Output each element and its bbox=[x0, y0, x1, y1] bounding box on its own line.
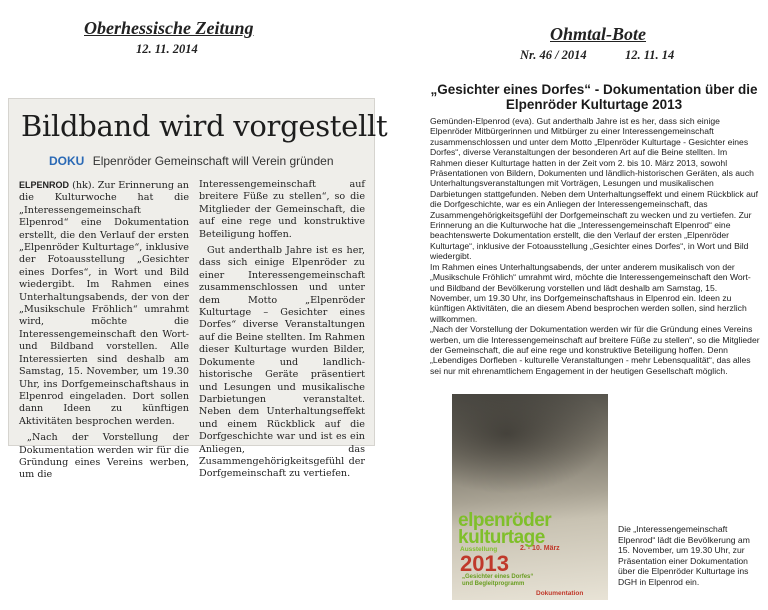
right-article-headline: „Gesichter eines Dorfes“ - Dokumentation über die Elpenröder Kulturtage 2013 bbox=[430, 82, 758, 112]
left-article-dateline: ELPENROD bbox=[19, 180, 70, 190]
right-article-paragraph: Gemünden-Elpenrod (eva). Gut anderthalb Jahre ist es her, dass sich einige Elpenröder Mitbürgerinnen und Mitbürger zu einer Interessengemeinschaft zusammenschlossen und unter dem Motto „Elpenröder Kulturtage - Gesichter eines Dorfes“, diverse Veranstaltungen der besonderen Art auf die Beine stellten. Im Rahmen dieser Kulturtage hatten in der Zeit vom 2. bis 10. März 2013, sowohl Präsentationen von Bildern, Dokumenten und ländlich-historischen Geräten, als auch Unterhaltungsveranstaltungen mit Vorträgen, Lesungen und musikalischen Darbietungen stattgefunden. Neben dem Unterhaltungseffekt und einem Rückblick auf die Dorfgeschichte, war es ein Anliegen der Interessengemeinschaft, das Zusammengehörigkeitsgefühl der Dorfgemeinschaft zu wecken und zu vertiefen. Zur Erinnerung an die Kulturwoche hat die „Interessengemeinschaft Elpenrod“ eine beachtenswerte Dokumentation erstellt, die den Verlauf der ersten „Elpenröder Kulturtage“, inklusive der Fotoausstellung „Gesichter eines Dorfes“, in Wort und Bild wiedergibt. bbox=[430, 116, 759, 262]
newspaper-title-oberhessische: Oberhessische Zeitung bbox=[84, 18, 254, 38]
right-article-paragraph: Im Rahmen eines Unterhaltungsabends, der unter anderem musikalisch von der „Musikschule Fröhlich“ umrahmt wird, möchte die Interessengemeinschaft den Wort- und Bildband der Bevölkerung vorstellen und lädt deshalb am Samstag, 15. November, um 19.30 Uhr, ins Dorfgemeinschaftshaus in Elpenrod ein. Ideen zu künftigen Aktivitäten, die an diesem Abend besprochen werden sollen, sind herzlich willkommen. bbox=[430, 261, 751, 324]
poster-dates: 2. - 10. März bbox=[520, 545, 560, 552]
left-article-paragraph bbox=[19, 179, 189, 428]
newspaper-date-oberhessische: 12. 11. 2014 bbox=[136, 42, 198, 56]
left-article-column-2 bbox=[199, 179, 365, 480]
poster-motto: „Gesichter eines Dorfes“ bbox=[462, 574, 534, 580]
left-article-headline: Bildband wird vorgestellt bbox=[21, 109, 388, 143]
poster-year: 2013 bbox=[460, 551, 509, 576]
newspaper-date-ohmtal: 12. 11. 14 bbox=[625, 48, 675, 62]
poster-caption: Die „Interessengemeinschaft Elpenrod“ lädt die Bevölkerung am 15. November, um 19.30 Uhr, zur Präsentation einer Dokumentation über die Elpenröder Kulturtage ins DGH in Elpenrod ein. bbox=[618, 524, 750, 587]
poster-programme: und Begleitprogramm bbox=[462, 581, 525, 587]
newspaper-title-ohmtal: Ohmtal-Bote bbox=[550, 24, 647, 44]
poster-title-line-1: elpenröder bbox=[458, 510, 552, 531]
poster-documentation-label: Dokumentation bbox=[536, 590, 584, 597]
poster-title-line-2: kulturtage bbox=[458, 527, 545, 548]
poster-exhibition-label: Ausstellung bbox=[460, 546, 498, 553]
left-article-paragraph: „Nach der Vorstellung der Dokumentation werden wir für die Gründung eines Vereins werben, um die bbox=[19, 432, 189, 481]
right-article-paragraph: „Nach der Vorstellung der Dokumentation werden wir für die Gründung eines Vereins werben, um die Interessengemeinschaft auf breitere Füße zu stellen“, so die Mitglieder der Gemeinschaft, die auf eine rege und konstruktive Beteiligung hoffen. Denn „Lebendiges Dorfleben - kulturelle Veranstaltungen - mehr Lebensqualität“, das alles sei nur mit ehrenamtlichem Engagement in der heutigen Gesellschaft möglich. bbox=[430, 324, 760, 376]
left-article-kicker: DOKU bbox=[49, 154, 85, 168]
right-article-clipping bbox=[420, 80, 765, 606]
right-article-body bbox=[430, 116, 760, 438]
left-article-subheadline-row bbox=[49, 154, 334, 168]
kulturtage-poster-image bbox=[452, 394, 608, 600]
left-article-subheadline: Elpenröder Gemeinschaft will Verein gründen bbox=[92, 154, 334, 168]
newspaper-issue-ohmtal: Nr. 46 / 2014 bbox=[520, 48, 587, 62]
left-article-paragraph: Gut anderthalb Jahre ist es her, dass sich einige Elpenröder zu einer Interessengemeinschaft zusammenschlossen und unter dem Motto „Elpenröder Kulturtage – Gesichter eines Dorfes“ diverse Veranstaltungen auf die Beine stellten. Im Rahmen dieser Kulturtage wurden Bilder, Dokumente und landlich-historische Geräte präsentiert und Lesungen und musikalische Darbietungen veranstaltet. Neben dem Unterhaltungseffekt und einem Rückblick auf die Dorfgeschichte war und ist es ein Anliegen, das Zusammengehörigkeitsgefühl der Dorfgemeinschaft zu vertiefen. bbox=[199, 245, 365, 480]
left-article-clipping bbox=[8, 98, 388, 481]
left-article-paragraph-text: (hk). Zur Erinnerung an die Kulturwoche hat die „Interessengemeinschaft Elpenrod“ eine Dokumentation erstellt, die den Verlauf der ersten „Elpenröder Kulturtage“, inklusive der Fotoausstellung „Gesichter eines Dorfes“, in Wort und Bild wiedergibt. Im Rahmen eines Unterhaltungsabends, der von der „Musikschule Fröhlich“ umrahmt wird, möchte die Interessengemeinschaft den Wort- und Bildband vorstellen. Alle Interessierten sind deshalb am Samstag, 15. November, um 19.30 Uhr, ins Dorfgemeinschaftshaus in Elpenrod eingeladen. Dort sollen dann Ideen zu künftigen Aktivitäten besprochen werden. bbox=[19, 180, 189, 427]
poster-photo-shade bbox=[452, 394, 608, 494]
left-article-column-1 bbox=[19, 179, 189, 481]
left-article-paragraph: Interessengemeinschaft auf breitere Füße zu stellen“, so die Mitglieder der Gemeinschaft, die auf eine rege und konstruktive Beteiligung hoffen. bbox=[199, 179, 365, 240]
